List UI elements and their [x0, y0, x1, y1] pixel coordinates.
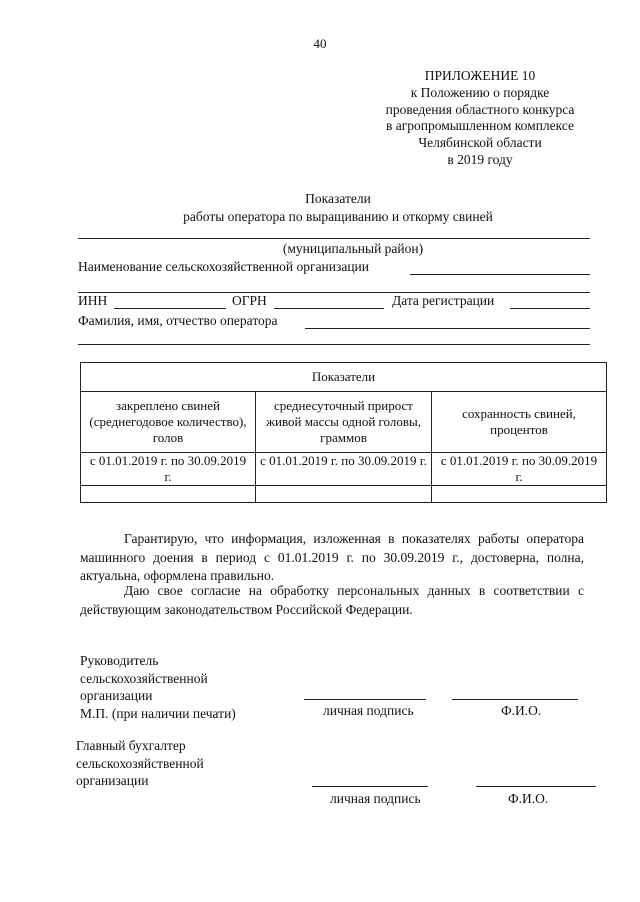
- appendix-heading: [330, 68, 630, 169]
- inn-label: ИНН: [78, 293, 108, 308]
- indicators-table: [80, 362, 607, 503]
- column-pig-survival: сохранность свиней, процентов: [432, 392, 607, 453]
- head-signatory-line: М.П. (при наличии печати): [80, 705, 236, 721]
- appendix-line: проведения областного конкурса: [385, 101, 575, 117]
- period-cell: с 01.01.2019 г. по 30.09.2019 г.: [81, 453, 256, 486]
- guarantee-paragraph: Гарантирую, что информация, изложенная в показателях работы оператора машинного доения в период с 01.01.2019 г. по 30.09.2019 г., достоверна, полна, актуальна, оформлена правильно.: [80, 531, 584, 583]
- value-cell-daily-weight-gain[interactable]: [256, 486, 432, 503]
- accountant-signature-line[interactable]: [312, 786, 428, 787]
- head-signature-line[interactable]: [304, 699, 426, 700]
- registration-date-field-line[interactable]: [510, 308, 590, 309]
- consent-paragraph: Даю свое согласие на обработку персональных данных в соответствии с действующим законодательством Российской Федерации.: [80, 583, 584, 617]
- appendix-title: ПРИЛОЖЕНИЕ 10: [424, 68, 536, 83]
- document-title-line1: Показатели: [305, 191, 371, 206]
- head-signatory-line: Руководитель: [80, 653, 159, 668]
- operator-label: Фамилия, имя, отчество оператора: [78, 313, 278, 328]
- column-pigs-assigned: закреплено свиней (среднегодовое количество), голов: [81, 392, 256, 453]
- ogrn-field-line[interactable]: [274, 308, 384, 309]
- appendix-line: к Положению о порядке: [410, 84, 550, 100]
- operator-field-line-2[interactable]: [78, 344, 590, 345]
- appendix-line: в 2019 году: [447, 151, 513, 167]
- organization-label: Наименование сельскохозяйственной организации: [78, 259, 370, 274]
- appendix-line: в агропромышленном комплексе: [385, 118, 575, 134]
- column-daily-weight-gain: среднесуточный прирост живой массы одной головы, граммов: [256, 392, 432, 453]
- document-title: [0, 190, 640, 226]
- accountant-signature-caption: личная подпись: [330, 791, 421, 806]
- accountant-name-line[interactable]: [476, 786, 596, 787]
- table-header: Показатели: [81, 363, 607, 392]
- value-cell-pig-survival[interactable]: [432, 486, 607, 503]
- head-signatory-line: сельскохозяйственной: [80, 670, 208, 686]
- registration-date-label: Дата регистрации: [392, 293, 495, 308]
- accountant-signatory-line: Главный бухгалтер: [76, 738, 186, 753]
- head-name-line[interactable]: [452, 699, 578, 700]
- period-cell: с 01.01.2019 г. по 30.09.2019 г.: [256, 453, 432, 486]
- ogrn-label: ОГРН: [232, 293, 267, 308]
- accountant-signatory: [76, 737, 204, 790]
- organization-field-line[interactable]: [410, 274, 590, 275]
- head-signatory-line: организации: [80, 688, 153, 703]
- appendix-line: Челябинской области: [418, 135, 542, 151]
- document-title-line2: работы оператора по выращиванию и откорму свиней: [183, 209, 493, 224]
- head-signature-caption: личная подпись: [323, 703, 414, 718]
- accountant-signatory-line: организации: [76, 773, 149, 788]
- accountant-signatory-line: сельскохозяйственной: [76, 755, 204, 771]
- organization-field-line-2[interactable]: [78, 292, 590, 293]
- head-name-caption: Ф.И.О.: [501, 703, 542, 718]
- value-cell-pigs-assigned[interactable]: [81, 486, 256, 503]
- accountant-name-caption: Ф.И.О.: [508, 791, 549, 806]
- operator-field-line[interactable]: [305, 328, 590, 329]
- inn-field-line[interactable]: [114, 308, 226, 309]
- district-field-line[interactable]: [78, 238, 590, 239]
- period-cell: с 01.01.2019 г. по 30.09.2019 г.: [432, 453, 607, 486]
- page-number: 40: [313, 36, 327, 51]
- district-caption: (муниципальный район): [282, 241, 424, 256]
- head-signatory: [80, 652, 236, 722]
